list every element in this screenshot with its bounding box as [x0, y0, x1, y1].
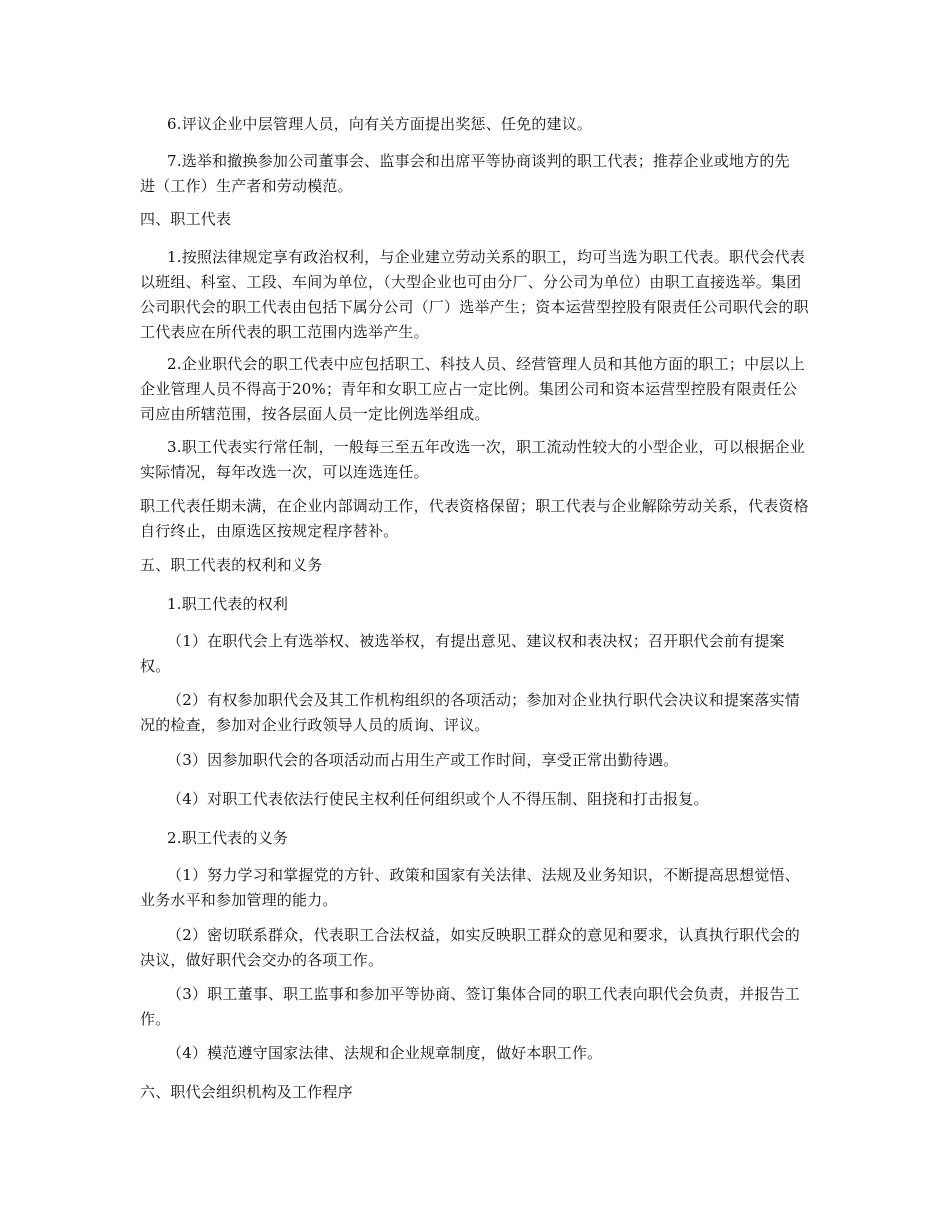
paragraph-right-3: （3）因参加职代会的各项活动而占用生产或工作时间，享受正常出勤待遇。	[167, 751, 679, 769]
section-heading-5: 五、职工代表的权利和义务	[140, 556, 323, 574]
paragraph-right-1: （1）在职代会上有选举权、被选举权，有提出意见、建议权和表决权；召开职代会前有提案权。	[140, 632, 785, 675]
paragraph-representative-1: 1.按照法律规定享有政治权利，与企业建立劳动关系的职工，均可当选为职工代表。职代会代表以班组、科室、工段、车间为单位，（大型企业也可由分厂、分公司为单位）由职工直接选举。集团公司职代会的职工代表由包括下属分公司（厂）选举产生；资本运营型控股有限责任公司职代会的职工代表应在所代表的职工范围内选举产生。	[140, 248, 809, 341]
paragraph-duty-3: （3）职工董事、职工监事和参加平等协商、签订集体合同的职工代表向职代会负责，并报告工作。	[140, 985, 800, 1028]
paragraph-item-6: 6.评议企业中层管理人员，向有关方面提出奖惩、任免的建议。	[167, 115, 593, 133]
paragraph-representative-2: 2.企业职代会的职工代表中应包括职工、科技人员、经营管理人员和其他方面的职工；中层以上企业管理人员不得高于20%；青年和女职工应占一定比例。集团公司和资本运营型控股有限责任公司应由所辖范围，按各层面人员一定比例选举组成。	[140, 355, 805, 423]
paragraph-representative-3: 3.职工代表实行常任制，一般每三至五年改选一次，职工流动性较大的小型企业，可以根据企业实际情况，每年改选一次，可以连选连任。	[140, 438, 805, 481]
paragraph-duty-4: （4）模范遵守国家法律、法规和企业规章制度，做好本职工作。	[167, 1044, 603, 1062]
paragraph-term-note: 职工代表任期未满，在企业内部调动工作，代表资格保留；职工代表与企业解除劳动关系，代表资格自行终止，由原选区按规定程序替补。	[140, 497, 809, 540]
section-heading-6: 六、职代会组织机构及工作程序	[140, 1083, 353, 1101]
subheading-rights: 1.职工代表的权利	[167, 595, 289, 613]
paragraph-right-4: （4）对职工代表依法行使民主权利任何组织或个人不得压制、阻挠和打击报复。	[167, 790, 709, 808]
section-heading-4: 四、职工代表	[140, 210, 232, 228]
paragraph-duty-2: （2）密切联系群众，代表职工合法权益，如实反映职工群众的意见和要求，认真执行职代会的决议，做好职代会交办的各项工作。	[140, 926, 800, 969]
paragraph-duty-1: （1）努力学习和掌握党的方针、政策和国家有关法律、法规及业务知识，不断提高思想觉悟、业务水平和参加管理的能力。	[140, 866, 800, 909]
subheading-duties: 2.职工代表的义务	[167, 829, 289, 847]
paragraph-right-2: （2）有权参加职代会及其工作机构组织的各项活动；参加对企业执行职代会决议和提案落实情况的检查，参加对企业行政领导人员的质询、评议。	[140, 691, 800, 734]
paragraph-item-7: 7.选举和撤换参加公司董事会、监事会和出席平等协商谈判的职工代表；推荐企业或地方的先进（工作）生产者和劳动模范。	[140, 152, 790, 195]
